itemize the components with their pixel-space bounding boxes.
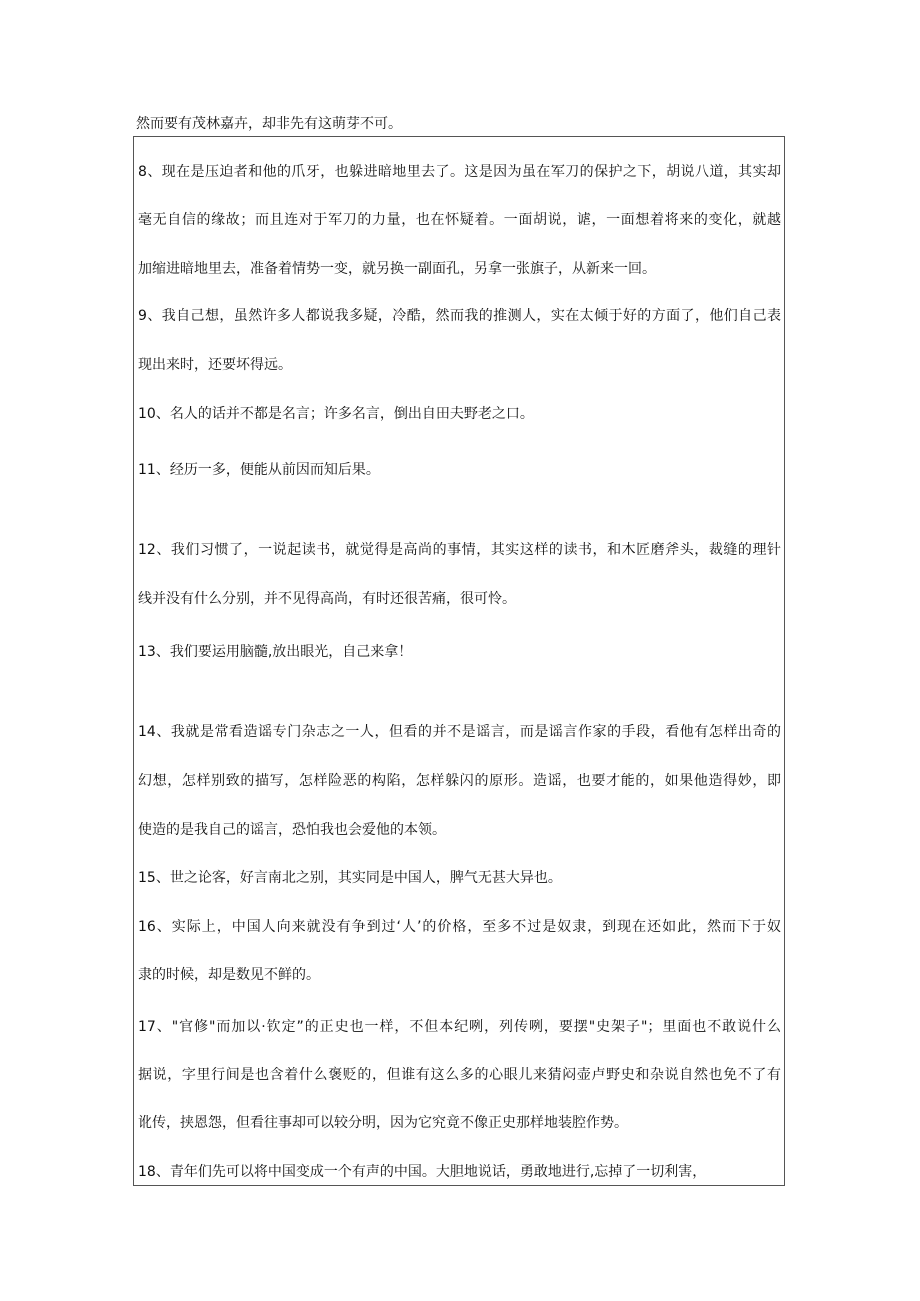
- quote-14-line-3: 使造的是我自己的谣言，恐怕我也会爱他的本领。: [138, 822, 446, 838]
- quote-9-line-2: 现出来时，还要坏得远。: [138, 357, 292, 373]
- quote-18-line-1: 18、青年们先可以将中国变成一个有声的中国。大胆地说话，勇敢地进行,忘掉了一切利害，: [138, 1164, 707, 1180]
- quote-14-line-1: 14、我就是常看造谣专门杂志之一人，但看的并不是谣言，而是谣言作家的手段，看他有怎样出奇的: [138, 724, 781, 740]
- quote-12-line-1: 12、我们习惯了，一说起读书，就觉得是高尚的事情，其实这样的读书，和木匠磨斧头，裁缝的理针: [138, 542, 781, 558]
- quote-14-line-2: 幻想，怎样别致的描写，怎样险恶的构陷，怎样躲闪的原形。造谣，也要才能的，如果他造得妙，即: [138, 773, 781, 789]
- quote-16-line-1: 16、实际上，中国人向来就没有争到过‘人’的价格，至多不过是奴隶，到现在还如此，然而下于奴: [138, 919, 781, 935]
- quote-13-line-1: 13、我们要运用脑髓,放出眼光，自己来拿！: [138, 644, 413, 660]
- quote-8-line-1: 8、现在是压迫者和他的爪牙，也躲进暗地里去了。这是因为虽在军刀的保护之下，胡说八道，其实却: [138, 164, 781, 180]
- quote-8-line-3: 加缩进暗地里去，准备着情势一变，就另换一副面孔，另拿一张旗子，从新来一回。: [138, 261, 656, 277]
- quote-15-line-1: 15、世之论客，好言南北之别，其实同是中国人，脾气无甚大异也。: [138, 870, 562, 886]
- quote-9-line-1: 9、我自己想，虽然许多人都说我多疑，冷酷，然而我的推测人，实在太倾于好的方面了，他们自己表: [138, 308, 781, 324]
- quote-12-line-2: 线并没有什么分别，并不见得高尚，有时还很苦痛，很可怜。: [138, 591, 516, 607]
- quote-16-line-2: 隶的时候，却是数见不鲜的。: [138, 967, 320, 983]
- intro-text: 然而要有茂林嘉卉，却非先有这萌芽不可。: [136, 116, 402, 132]
- quote-10-line-1: 10、名人的话并不都是名言；许多名言，倒出自田夫野老之口。: [138, 406, 534, 422]
- quote-17-line-2: 据说，字里行间是也含着什么褒贬的，但谁有这么多的心眼儿来猜闷壶卢野史和杂说自然也免不了有: [138, 1067, 781, 1083]
- quote-17-line-1: 17、"官修"而加以·钦定”的正史也一样，不但本纪咧，列传咧，要摆"史架子"；里面也不敢说什么: [138, 1019, 781, 1035]
- quote-11-line-1: 11、经历一多，便能从前因而知后果。: [138, 462, 380, 478]
- quote-17-line-3: 讹传，挟恩怨，但看往事却可以较分明，因为它究竟不像正史那样地装腔作势。: [138, 1115, 628, 1131]
- quote-table: [133, 136, 785, 1186]
- quote-8-line-2: 毫无自信的缘故；而且连对于军刀的力量，也在怀疑着。一面胡说，谑，一面想着将来的变化，就越: [138, 212, 781, 228]
